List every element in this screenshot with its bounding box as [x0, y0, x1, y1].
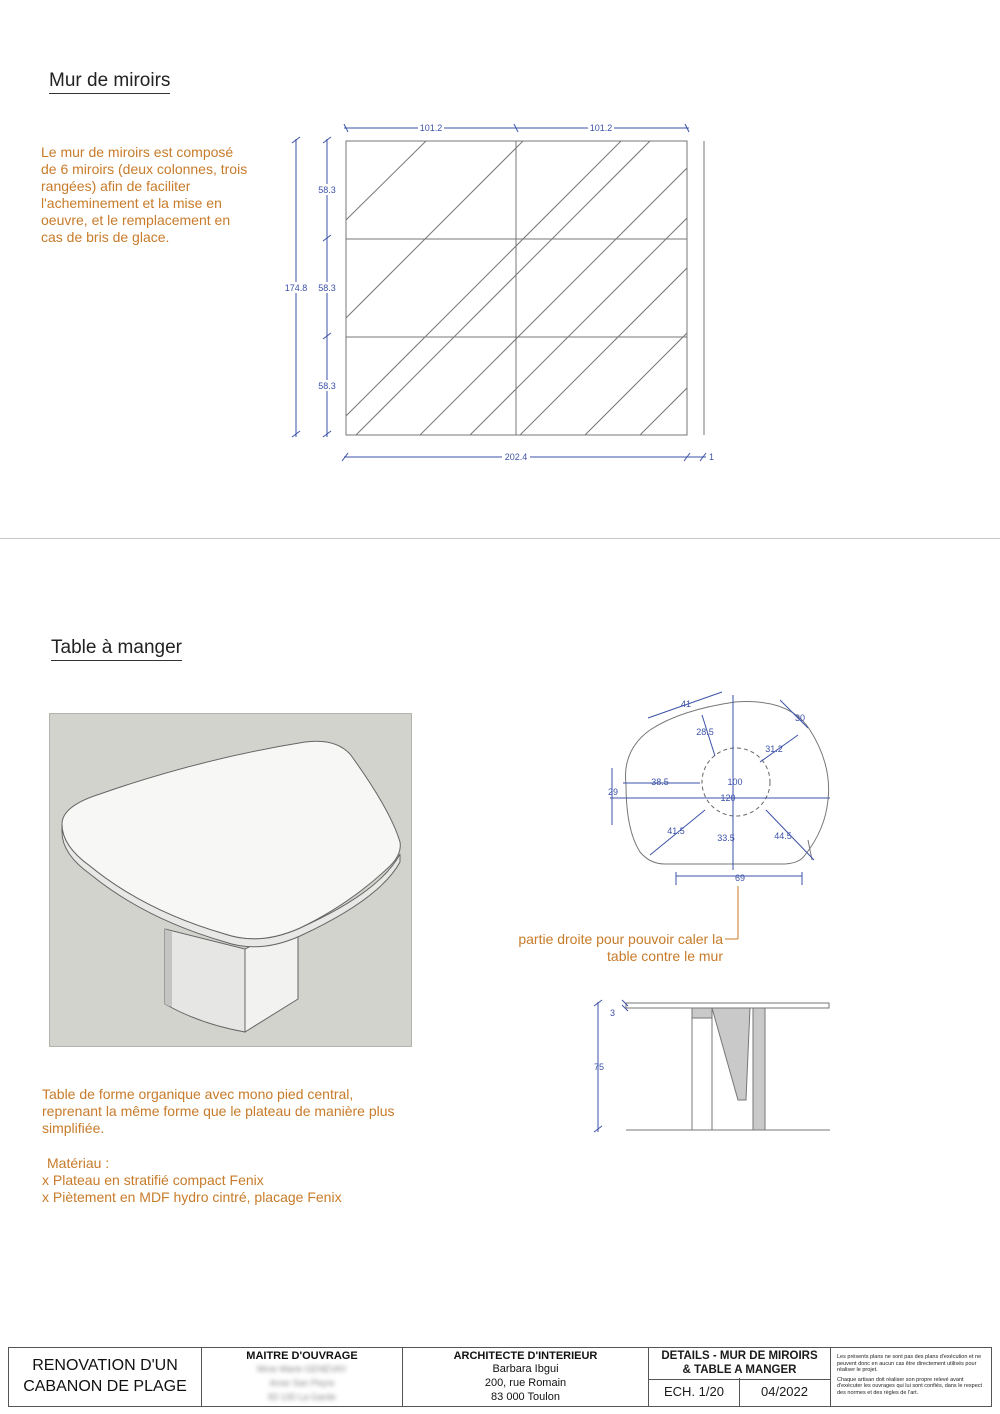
disclaimer-text: Chaque artisan doit réaliser son propre relevé avant d'exécuter les ouvrages qui lui sont confiés, dans le respect des normes et des règles de l'art. — [837, 1376, 983, 1396]
dim-33-5: 33.5 — [717, 833, 735, 843]
table-section-title: Table à manger — [51, 637, 182, 661]
dim-table-height: 75 — [594, 1062, 605, 1072]
annotation-line: table contre le mur — [607, 948, 723, 964]
sheet-title-line: & TABLE A MANGER — [682, 1364, 797, 1376]
dim-total-width: 202.4 — [504, 452, 528, 462]
material-item: x Plateau en stratifié compact Fenix — [42, 1172, 264, 1188]
dim-col-width-2: 101.2 — [589, 123, 613, 133]
disclaimer-cell — [831, 1348, 993, 1406]
annotation-line: partie droite pour pouvoir caler la — [518, 931, 723, 947]
dim-41: 41 — [680, 699, 692, 709]
owner-line: Anse San Peyre — [269, 1378, 335, 1388]
dim-thickness: 1 — [709, 452, 715, 462]
table-elevation-leg-side — [712, 1008, 750, 1100]
mirror-description-line: l'acheminement et la mise en — [41, 195, 222, 211]
sheet-title-line: DETAILS - MUR DE MIROIRS — [661, 1350, 818, 1362]
dim-44-5: 44.5 — [774, 831, 792, 841]
table-wall-annotation — [516, 931, 723, 965]
mirror-description-line: Le mur de miroirs est composé — [41, 144, 234, 160]
table-materials — [42, 1155, 342, 1206]
architect-cell — [403, 1348, 649, 1406]
dim-top-thickness: 3 — [610, 1008, 616, 1018]
dim-row-height-1: 58.3 — [318, 185, 336, 195]
section-divider — [0, 538, 1000, 539]
architect-line: 83 000 Toulon — [491, 1391, 560, 1403]
dim-total-height: 174.8 — [284, 283, 308, 293]
table-elevation-top — [626, 1003, 829, 1008]
dim-100: 100 — [727, 777, 743, 787]
mirror-description-line: rangées) afin de faciliter — [41, 178, 191, 194]
dim-row-height-3: 58.3 — [318, 381, 336, 391]
project-cell — [9, 1348, 202, 1406]
dim-col-width-1: 101.2 — [419, 123, 443, 133]
date: 04/2022 — [761, 1384, 808, 1399]
dim-69: 69 — [734, 873, 746, 883]
table-illustration — [50, 714, 413, 1048]
dim-29: 29 — [607, 787, 619, 797]
dim-38-5: 38.5 — [651, 777, 669, 787]
table-3d-render — [49, 713, 412, 1047]
dim-row-height-2: 58.3 — [318, 283, 336, 293]
project-title-line: CABANON DE PLAGE — [23, 1378, 187, 1395]
mirror-description-line: de 6 miroirs (deux colonnes, trois — [41, 161, 248, 177]
owner-line: Mme Marie GENEVAY — [257, 1364, 347, 1374]
dim-30: 30 — [794, 713, 806, 723]
architect-line: Barbara Ibgui — [492, 1363, 559, 1375]
materials-heading: Matériau : — [47, 1155, 110, 1171]
sheet-title — [649, 1348, 830, 1380]
dim-28-5: 28.5 — [696, 727, 714, 737]
disclaimer-text: Les présents plans ne sont pas des plans d'exécution et ne peuvent donc en aucun cas être directement utilisés pour réaliser le projet. — [837, 1354, 982, 1373]
table-description-line: Table de forme organique avec mono pied central, — [42, 1086, 354, 1102]
dim-41-5: 41.5 — [667, 826, 685, 836]
owner-cell — [202, 1348, 403, 1406]
table-description-line: simplifiée. — [42, 1120, 105, 1136]
owner-heading: MAITRE D'OUVRAGE — [246, 1350, 358, 1362]
table-technical-drawing — [560, 680, 860, 1150]
title-block — [8, 1347, 992, 1407]
dim-120: 120 — [720, 793, 736, 803]
mirror-wall-drawing — [0, 0, 1000, 540]
table-description-line: reprenant la même forme que le plateau de manière plus — [42, 1103, 395, 1119]
sheet-cell — [649, 1348, 831, 1406]
architect-heading: ARCHITECTE D'INTERIEUR — [453, 1350, 598, 1362]
architect-line: 200, rue Romain — [484, 1377, 567, 1389]
table-description — [42, 1086, 395, 1137]
mirror-description-line: cas de bris de glace. — [41, 229, 170, 245]
scale: ECH. 1/20 — [649, 1378, 740, 1406]
mirror-section-title: Mur de miroirs — [49, 70, 170, 94]
owner-line: 83 130 La Garde — [268, 1392, 336, 1402]
project-title-line: RENOVATION D'UN — [32, 1357, 178, 1374]
material-item: x Piètement en MDF hydro cintré, placage Fenix — [42, 1189, 342, 1205]
mirror-hatching — [346, 141, 934, 435]
dim-31-2: 31.2 — [765, 744, 783, 754]
mirror-description-line: oeuvre, et le remplacement en — [41, 212, 231, 228]
